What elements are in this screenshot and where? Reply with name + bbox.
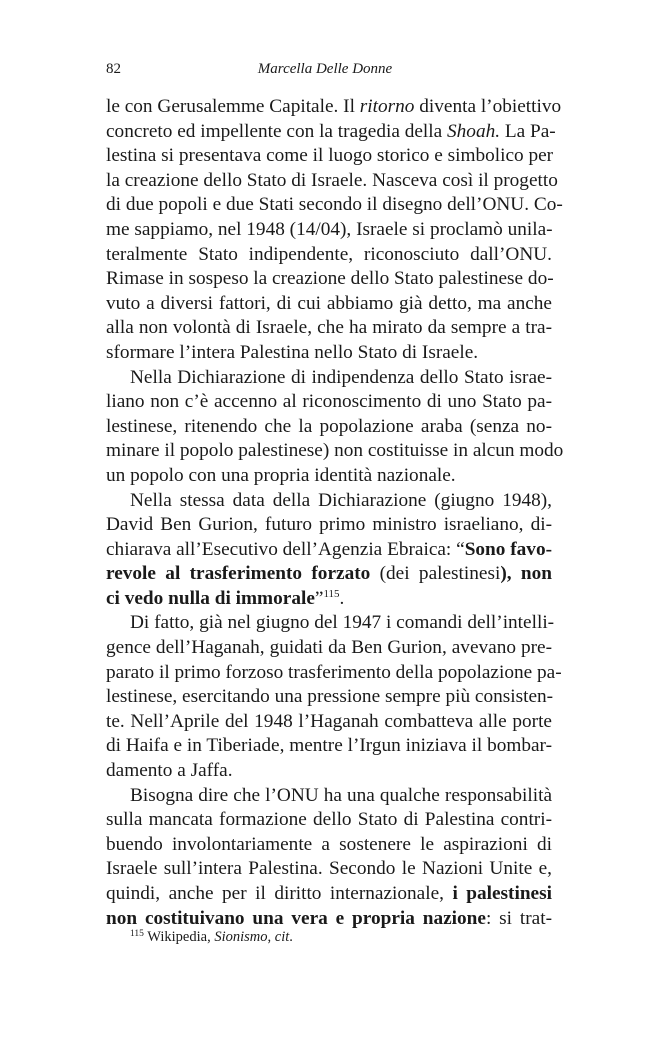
text-line: sformare l’intera Palestina nello Stato di Israele. — [106, 341, 479, 363]
text-line: teralmente Stato indipendente, riconosciuto dall’ONU. — [106, 243, 552, 265]
text-line: Israele sull’intera Palestina. Secondo le Nazioni Unite e, — [106, 858, 552, 880]
text-line: le con Gerusalemme Capitale. Il ritorno diventa l’obiettivo — [106, 96, 562, 117]
text-line: damento a Jaffa. — [106, 760, 233, 782]
text-line: lestina si presentava come il luogo storico e simbolico per — [106, 145, 554, 167]
text-line: ci vedo nulla di immorale”$^{115}$. — [106, 587, 345, 609]
text-line: Di fatto, già nel giugno del 1947 i comandi dell’intelli- — [130, 612, 555, 634]
text-line: David Ben Gurion, futuro primo ministro israeliano, di- — [106, 514, 552, 536]
text-line: sulla mancata formazione dello Stato di Palestina contri- — [106, 809, 552, 831]
text-line: buendo involontariamente a sostenere le aspirazioni di — [106, 833, 552, 855]
text-line: non costituivano una vera e propria nazione: si trat- — [106, 907, 552, 929]
text-line: te. Nell’Aprile del 1948 l’Haganah combatteva alle porte — [106, 710, 552, 732]
text-line: chiarava all’Esecutivo dell’Agenzia Ebraica: “Sono favo- — [106, 538, 553, 560]
text-line: Bisogna dire che l’ONU ha una qualche responsabilità — [130, 784, 552, 806]
text-line: di due popoli e due Stati secondo il disegno dell’ONU. Co- — [106, 194, 563, 216]
footnote-reference: 115 — [323, 587, 340, 600]
body-text — [106, 95, 564, 931]
footnote: $^{115}$ Wikipedia, Sionismo, cit. — [130, 929, 293, 945]
text-line: Rimase in sospeso la creazione dello Stato palestinese do- — [106, 268, 554, 290]
text-line: Nella Dichiarazione di indipendenza dello Stato israe- — [130, 366, 552, 388]
page-number: 82 — [106, 61, 121, 77]
text-line: me sappiamo, nel 1948 (14/04), Israele si proclamò unila- — [106, 218, 553, 240]
text-line: concreto ed impellente con la tragedia della Shoah. La Pa- — [106, 120, 556, 142]
text-line: quindi, anche per il diritto internazionale, i palestinesi — [106, 883, 552, 904]
text-line: di Haifa e in Tiberiade, mentre l’Irgun iniziava il bombar- — [106, 735, 552, 757]
text-line: Nella stessa data della Dichiarazione (giugno 1948), — [130, 489, 552, 511]
text-line: la creazione dello Stato di Israele. Nasceva così il progetto — [106, 169, 558, 191]
text-line: lestinese, ritenendo che la popolazione araba (senza no- — [106, 415, 552, 437]
text-line: liano non c’è accenno al riconoscimento di uno Stato pa- — [106, 391, 552, 413]
footnote-number: 115 — [130, 929, 144, 939]
text-line: revole al trasferimento forzato (dei palestinesi), non — [106, 563, 552, 585]
text-line: gence dell’Haganah, guidati da Ben Gurion, avevano pre- — [106, 637, 552, 659]
running-head-author: Marcella Delle Donne — [257, 61, 393, 77]
text-line: vuto a diversi fattori, di cui abbiamo già detto, ma anche — [106, 292, 552, 314]
text-line: minare il popolo palestinese) non costituisse in alcun modo — [106, 440, 564, 462]
text-line: parato il primo forzoso trasferimento della popolazione pa- — [106, 661, 562, 683]
text-line: lestinese, esercitando una pressione sempre più consisten- — [106, 686, 554, 708]
text-line: un popolo con una propria identità nazionale. — [106, 464, 456, 486]
text-line: alla non volontà di Israele, che ha mirato da sempre a tra- — [106, 317, 552, 339]
